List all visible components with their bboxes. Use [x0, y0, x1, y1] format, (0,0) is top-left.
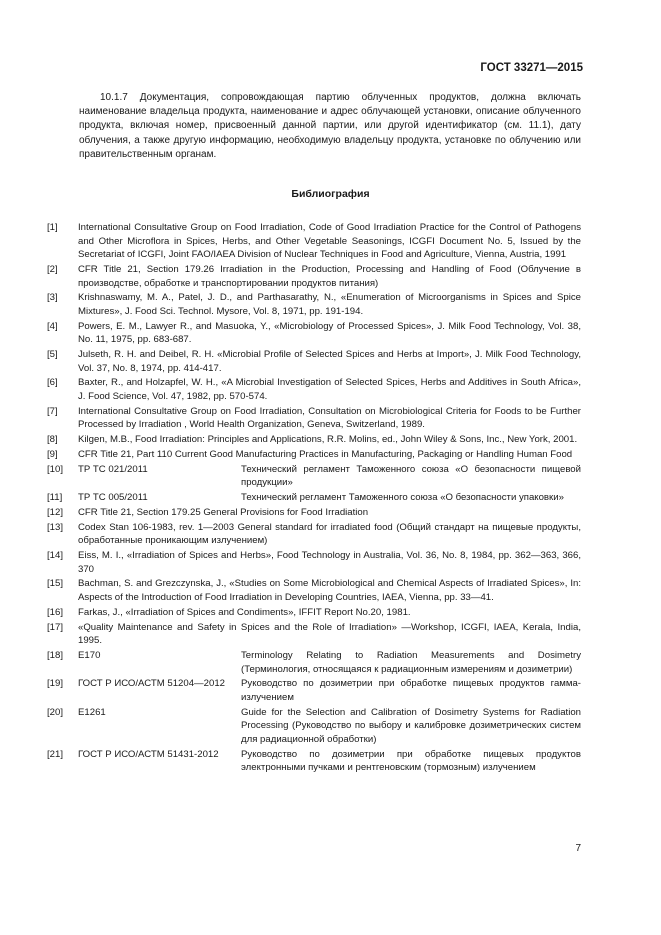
entry-text: Farkas, J., «Irradiation of Spices and Condiments», IFFIT Report No.20, 1981. [78, 606, 411, 618]
bibliography-entry [47, 706, 581, 747]
entry-number: [15] [47, 578, 64, 590]
entry-text: CFR Title 21, Section 179.25 General Provisions for Food Irradiation [78, 506, 369, 518]
entry-text: Kilgen, M.B., Food Irradiation: Principles and Applications, R.R. Molins, ed., John Wiley & Sons, Inc., New York, 2001. [78, 434, 578, 446]
document-code: ГОСТ 33271—2015 [480, 62, 583, 74]
bibliography-title: Библиография [291, 188, 370, 200]
entry-code: ГОСТ Р ИСО/АСТМ 51431-2012 [78, 748, 219, 760]
entry-text: Powers, E. M., Lawyer R., and Masuoka, Y., «Microbiology of Processed Spices», J. Milk Food Technology, Vol. 38, No. 11, 1975, pp. 683-687. [78, 320, 581, 346]
bibliography-entry [47, 376, 581, 403]
bibliography-entry [47, 448, 581, 462]
bibliography-entry [47, 606, 581, 620]
entry-number: [7] [47, 405, 58, 417]
entry-number: [6] [47, 377, 58, 389]
entry-number: [11] [47, 492, 63, 504]
entry-description: Terminology Relating to Radiation Measurements and Dosimetry (Терминология, относящаяся к радиационным измерениям и дозиметрии) [241, 650, 581, 675]
bibliography-entry [47, 291, 581, 318]
bibliography-entry [47, 433, 581, 447]
bibliography-entry [47, 649, 581, 676]
entry-code: ГОСТ Р ИСО/АСТМ 51204—2012 [78, 678, 225, 690]
entry-number: [17] [47, 621, 64, 633]
entry-number: [12] [47, 506, 64, 518]
bibliography-entry [47, 521, 581, 548]
entry-number: [9] [47, 449, 58, 460]
entry-text: «Quality Maintenance and Safety in Spices and the Role of Irradiation» —Workshop, ICGFI, IAEA, Kerala, India, 1995. [78, 621, 581, 647]
entry-number: [20] [47, 706, 64, 718]
entry-description: Технический регламент Таможенного союза «О безопасности упаковки» [241, 492, 564, 504]
bibliography-entry [47, 491, 581, 505]
entry-number: [16] [47, 606, 64, 618]
entry-description: Руководство по дозиметрии при обработке пищевых продуктов электронными пучками и рентгеновским (тормозным) излучением [241, 748, 581, 774]
bibliography-entry [47, 320, 581, 347]
bibliography-entry [47, 463, 581, 490]
entry-text: CFR Title 21, Section 179.26 Irradiation in the Production, Processing and Handling of Food (Облучение в производстве, обработке и транспортировании продуктов питания) [78, 263, 581, 289]
entry-text: Eiss, M. I., «Irradiation of Spices and Herbs», Food Technology in Australia, Vol. 36, No. 8, 1984, pp. 362—363, 366, 370 [78, 550, 581, 575]
entry-number: [21] [47, 748, 64, 760]
entry-number: [1] [47, 222, 58, 233]
entry-number: [5] [47, 349, 58, 361]
entry-code: E1261 [78, 706, 106, 718]
bibliography-entry [47, 348, 581, 375]
entry-number: [10] [47, 463, 64, 475]
bibliography-entry [47, 577, 581, 604]
bibliography-entry [47, 263, 581, 290]
entry-number: [2] [47, 263, 58, 275]
bibliography-entry [47, 549, 581, 576]
bibliography-entry [47, 621, 581, 648]
entry-number: [4] [47, 320, 58, 332]
intro-paragraph: 10.1.7 Документация, сопровождающая партию облученных продуктов, должна включать наименование владельца продукта, наименование и адрес облучающей установки, описание облученного продукта, включая номер, присвоенный данной партии, или другой идентификатор (см. 11.1), дату облучения, а также другую информацию, необходимую владельцу продукта, установке по облучению или правительственным органам. [79, 92, 581, 160]
entry-text: Julseth, R. H. and Deibel, R. H. «Microbial Profile of Selected Spices and Herbs at Import», J. Milk Food Technology, Vol. 37, No. 8, 1974, pp. 414-417. [78, 349, 581, 374]
entry-text: Codex Stan 106-1983, rev. 1—2003 General standard for irradiated food (Общий стандарт на пищевые продукты, обработанные проникающим излучением) [78, 521, 581, 547]
bibliography-entry [47, 405, 581, 432]
entry-text: International Consultative Group on Food Irradiation, Code of Good Irradiation Practice for the Control of Pathogens and Other Microflora in Spices, Herbs, and Other Vegetable Seasonings, ICGFI Document No. 5, Issued by the Secretariat of ICGFI, Joint FAO/IAEA Division of Nuclear Techniques in Food and Agriculture, Vienna, Austria, 1991 [78, 222, 581, 261]
bibliography-entry [47, 221, 581, 262]
entry-number: [18] [47, 650, 64, 661]
entry-code: ТР ТС 021/2011 [78, 463, 148, 475]
entry-description: Guide for the Selection and Calibration of Dosimetry Systems for Radiation Processing (Руководство по выбору и калибровке дозиметрических систем для радиационной обработки) [241, 706, 581, 745]
entry-number: [13] [47, 521, 64, 533]
page-number: 7 [575, 843, 581, 854]
entry-code: E170 [78, 650, 101, 661]
entry-number: [3] [47, 292, 58, 304]
bibliography-list [47, 221, 581, 776]
entry-text: Krishnaswamy, M. A., Patel, J. D., and Parthasarathy, N., «Enumeration of Microorganisms in Spices and Spice Mixtures», J. Food Sci. Technol. Mysore, Vol. 8, 1971, pp. 191-194. [78, 292, 581, 317]
entry-text: International Consultative Group on Food Irradiation, Consultation on Microbiological Criteria for Foods to be Further Processed by Irradiation , World Health Organization, Geneva, Switzerland, 1989. [78, 405, 581, 431]
entry-number: [19] [47, 678, 64, 690]
entry-text: Baxter, R., and Holzapfel, W. H., «A Microbial Investigation of Selected Spices, Herbs and Additives in South Africa», J. Food Science, Vol. 47, 1982, pp. 570-574. [78, 377, 581, 403]
bibliography-entry [47, 506, 581, 520]
bibliography-entry [47, 748, 581, 775]
entry-text: CFR Title 21, Part 110 Current Good Manufacturing Practices in Manufacturing, Packaging or Handling Human Food [78, 449, 573, 460]
entry-code: ТР ТС 005/2011 [78, 492, 148, 504]
entry-number: [14] [47, 550, 64, 562]
entry-description: Технический регламент Таможенного союза «О безопасности пищевой продукции» [241, 463, 581, 489]
entry-description: Руководство по дозиметрии при обработке пищевых продуктов гамма-излучением [241, 678, 581, 703]
entry-number: [8] [47, 434, 58, 446]
bibliography-entry [47, 677, 581, 704]
entry-text: Bachman, S. and Grezczynska, J., «Studies on Some Microbiological and Chemical Aspects of Irradiated Spices», In: Aspects of the Introduction of Food Irradiation in Developing Countries, IAEA, Vienna, pp. 33—41. [78, 578, 581, 604]
